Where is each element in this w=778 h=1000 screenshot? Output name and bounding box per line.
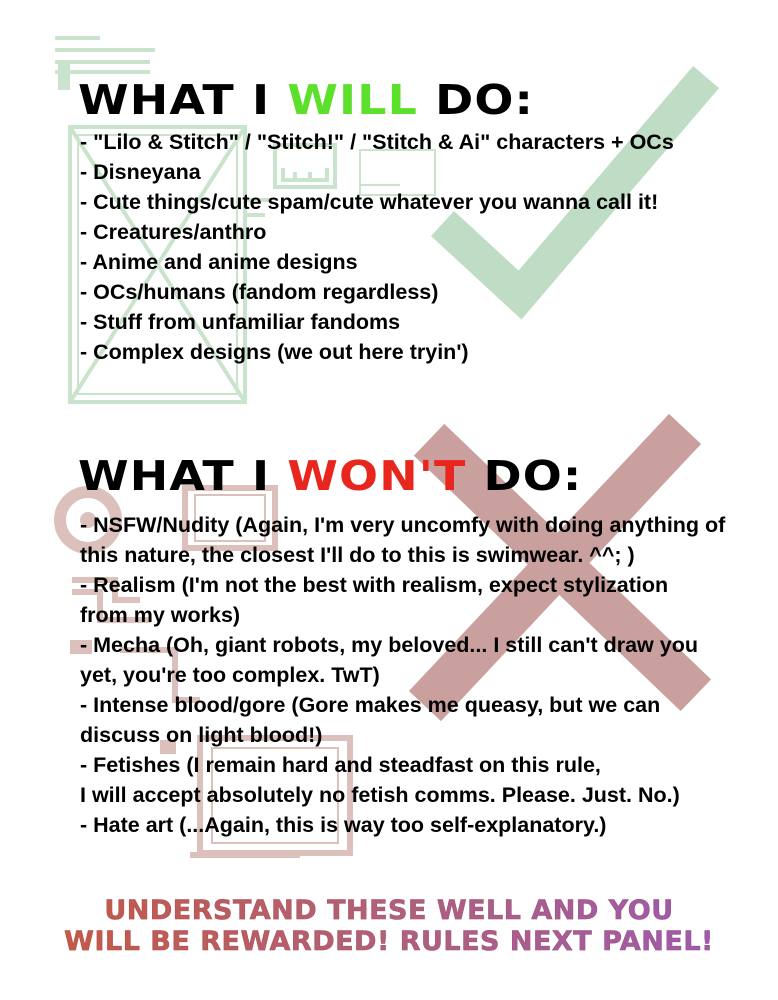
wont-heading [78,452,582,500]
wont-item-line: from my works) [80,603,241,627]
wont-item-line: - Intense blood/gore (Gore makes me queasy, but we can [80,693,661,717]
wont-item-line: - Realism (I'm not the best with realism, expect stylization [80,573,669,597]
will-item: - Stuff from unfamiliar fandoms [80,310,401,334]
wont-item-line: - NSFW/Nudity (Again, I'm very uncomfy with doing anything of [80,513,726,537]
wont-item-line: this nature, the closest I'll do to this is swimwear. ^^; ) [80,543,635,567]
will-item: - Anime and anime designs [80,250,358,274]
will-heading-suffix: DO: [418,76,535,124]
wont-list [80,510,725,840]
wont-item-line: yet, you're too complex. TwT) [80,663,380,687]
wont-item-line: - Hate art (...Again, this is way too self-explanatory.) [80,813,607,837]
wont-item-line: discuss on light blood!) [80,723,323,747]
will-heading-prefix: WHAT I [78,76,288,124]
footer-line: UNDERSTAND THESE WELL AND YOU [0,895,778,926]
wont-item [80,570,725,630]
wont-item-line: I will accept absolutely no fetish comms. Please. Just. No.) [80,783,680,807]
will-heading [78,76,534,124]
wont-item-line: - Mecha (Oh, giant robots, my beloved... I still can't draw you [80,633,698,657]
will-item: - OCs/humans (fandom regardless) [80,280,439,304]
wont-item [80,510,725,570]
will-item: - Creatures/anthro [80,220,267,244]
will-item: - Complex designs (we out here tryin') [80,340,469,364]
wont-item [80,690,725,750]
wont-heading-accent: WON'T [287,452,467,500]
will-item: - Disneyana [80,160,201,184]
will-list [80,127,674,367]
wont-item-line: - Fetishes (I remain hard and steadfast on this rule, [80,753,601,777]
will-heading-accent: WILL [287,76,419,124]
footer-banner [0,895,778,957]
footer-line: WILL BE REWARDED! RULES NEXT PANEL! [0,926,778,957]
wont-item [80,630,725,690]
wont-item [80,810,725,840]
wont-heading-prefix: WHAT I [78,452,288,500]
wont-item [80,750,725,810]
wont-heading-suffix: DO: [466,452,583,500]
will-item: - "Lilo & Stitch" / "Stitch!" / "Stitch & Ai" characters + OCs [80,130,674,154]
will-item: - Cute things/cute spam/cute whatever you wanna call it! [80,190,659,214]
